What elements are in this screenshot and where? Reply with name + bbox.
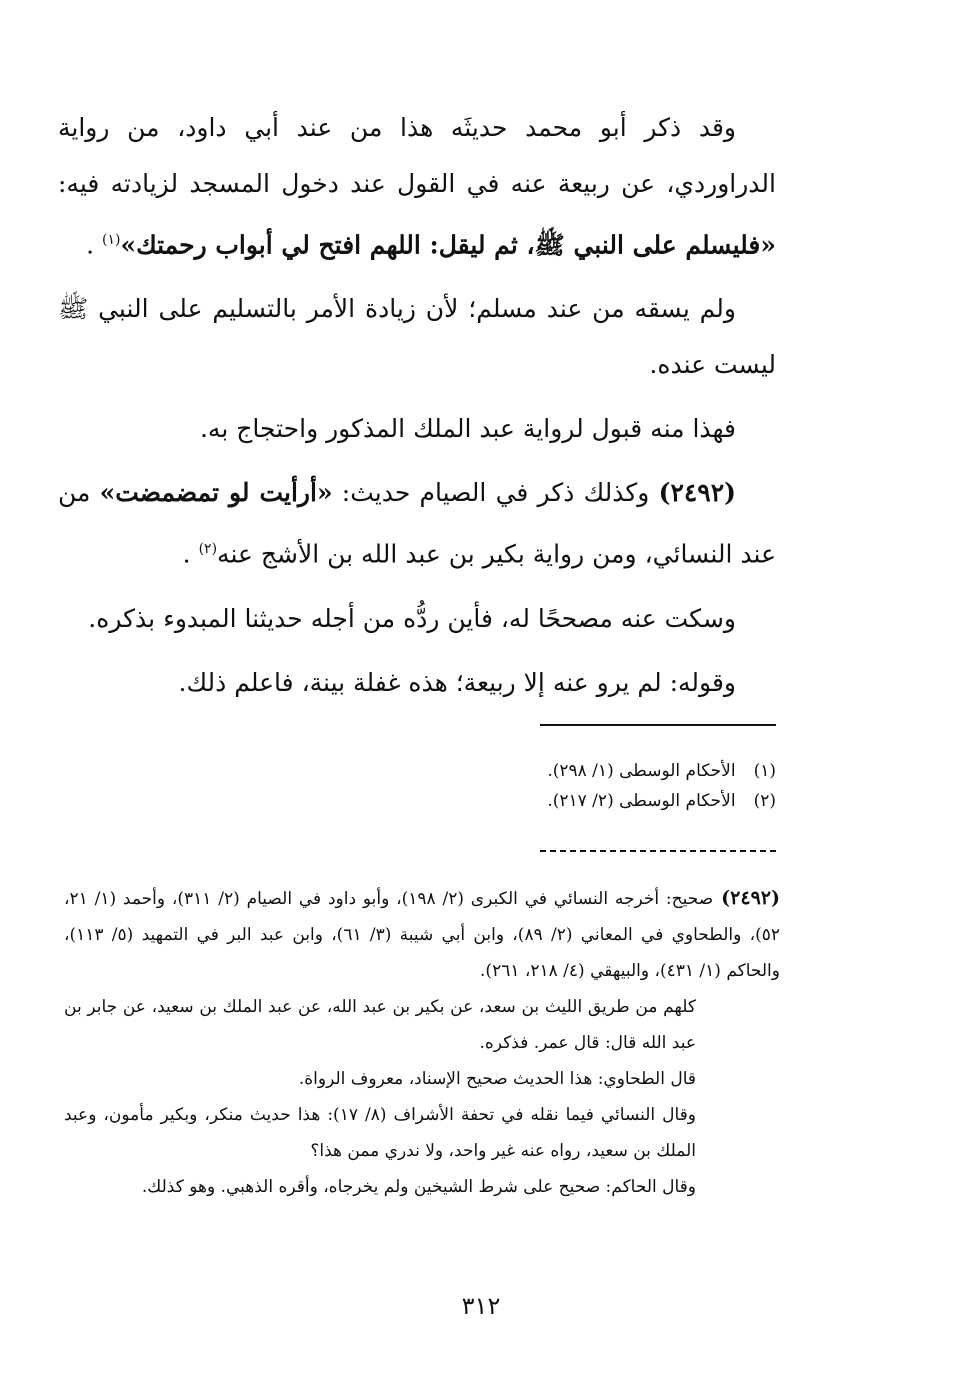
footnote-1-number: (١) (753, 761, 776, 781)
footnote-ref-2: (٢) (198, 541, 218, 558)
takhrij-separator (540, 850, 776, 852)
footnote-2-text: الأحكام الوسطى (٢/ ٢١٧). (547, 791, 736, 811)
paragraph-6: وقوله: لم يرو عنه إلا ربيعة؛ هذه غفلة بينة، فاعلم ذلك. (178, 667, 736, 697)
hadith-number: (٢٤٩٢) (658, 478, 736, 508)
paragraph-4 (58, 465, 776, 582)
takhrij-number: (٢٤٩٢) (721, 887, 780, 909)
paragraph-4-text-b: من عند النسائي، ومن رواية بكير بن عبد الله بن الأشج عنه (58, 478, 776, 569)
paragraph-4-end: . (182, 539, 199, 569)
page-number: ٣١٢ (461, 1292, 501, 1320)
paragraph-4-text-a: وكذلك ذكر في الصيام حديث: (332, 478, 659, 508)
takhrij-body (64, 989, 780, 1205)
paragraph-5: وسكت عنه مصححًا له، فأين ردُّه من أجله حديثنا المبدوء بذكره. (88, 603, 736, 633)
takhrij-first-line (64, 880, 780, 989)
footnote-1-text: الأحكام الوسطى (١/ ٢٩٨). (547, 761, 736, 781)
footnote-2 (300, 786, 776, 816)
footnote-2-number: (٢) (753, 791, 776, 811)
takhrij-sources: صحيح: أخرجه النسائي في الكبرى (٢/ ١٩٨)، وأبو داود في الصيام (٢/ ٣١١)، وأحمد (١/ ٢١، ٥٢)، والطحاوي في المعاني (٢/ ٨٩)، وابن أبي شيبة (٣/ ٦١)، وابن عبد البر في التمهيد (٥/ ١١٣)، والحاكم (١/ ٤٣١)، والبيهقي (٤/ ٢١٨، ٢٦١). (64, 889, 780, 981)
takhrij-nasai: وقال النسائي فيما نقله في تحفة الأشراف (٨/ ١٧): هذا حديث منكر، وبكير مأمون، وعبد الملك بن سعيد، رواه عنه غير واحد، ولا ندري ممن هذا؟ (64, 1105, 697, 1161)
footnotes (300, 756, 776, 816)
footnote-1 (300, 756, 776, 786)
paragraph-2: ولم يسقه من عند مسلم؛ لأن زيادة الأمر بالتسليم على النبي ﷺ ليست عنده. (58, 294, 776, 380)
takhrij-hakim: وقال الحاكم: صحيح على شرط الشيخين ولم يخرجاه، وأقره الذهبي. وهو كذلك. (141, 1177, 696, 1197)
paragraph-1-end: . (86, 230, 102, 260)
paragraph-1-text: وقد ذكر أبو محمد حديثَه هذا من عند أبي داود، من رواية الدراوردي، عن ربيعة عنه في القول عند دخول المسجد لزيادته فيه: (58, 113, 776, 198)
paragraph-1 (58, 100, 776, 273)
quoted-hadith-title: «أرأيت لو تمضمضت» (99, 478, 333, 508)
footnote-ref-1: (١) (101, 232, 121, 248)
takhrij-chain: كلهم من طريق الليث بن سعد، عن بكير بن عبد الله، عن عبد الملك بن سعيد، عن جابر بن عبد الله قال: قال عمر. فذكره. (64, 997, 696, 1053)
quoted-hadith: «فليسلم على النبي ﷺ، ثم ليقل: اللهم افتح لي أبواب رحمتك» (120, 230, 776, 260)
paragraph-3: فهذا منه قبول لرواية عبد الملك المذكور واحتجاج به. (199, 414, 736, 444)
main-text (58, 100, 776, 719)
footnote-separator (540, 724, 776, 726)
takhrij-note (64, 880, 780, 1205)
takhrij-tahawi: قال الطحاوي: هذا الحديث صحيح الإسناد، معروف الرواة. (298, 1069, 696, 1089)
